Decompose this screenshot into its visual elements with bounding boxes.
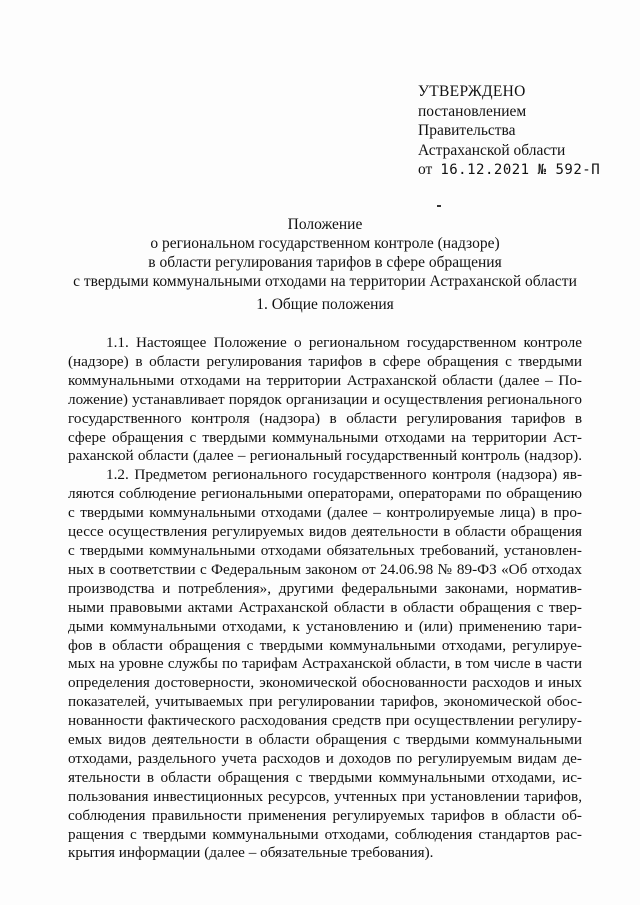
paragraph-line: мых на уровне службы по тарифам Астраханской области, в том числе в части — [68, 655, 582, 673]
paragraph-line: ных в соответствии с Федеральным законом от 24.06.98 № 89-ФЗ «Об отходах — [68, 560, 582, 578]
paragraph-line: (надзоре) в области регулирования тарифов в сфере обращения с твердыми — [68, 352, 582, 370]
paragraph-line: показателей, учитываемых при регулировании тарифов, экономической обос- — [68, 693, 582, 711]
paragraph-line: 1.1. Настоящее Положение о региональном государственном контроле — [106, 334, 582, 351]
paragraph-1-1 — [68, 334, 582, 466]
paragraph-line: ращения с твердыми коммунальными отходами, соблюдения стандартов рас- — [68, 825, 582, 843]
approval-date-row — [418, 160, 628, 181]
paragraph-line: с твердыми коммунальными отходами обязательных требований, установлен- — [68, 541, 582, 559]
approval-line-1: постановлением — [418, 102, 527, 120]
paragraph-line: дыми коммунальными отходами, к установлению и (или) применению тари- — [68, 617, 582, 635]
approval-date-prefix: от — [418, 161, 433, 178]
approval-title: УТВЕРЖДЕНО — [418, 83, 526, 100]
paragraph-line: 1.2. Предметом регионального государственного контроля (надзора) яв- — [106, 466, 582, 484]
section-heading: 1. Общие положения — [256, 296, 394, 313]
document-title-line-3: в области регулирования тарифов в сфере обращения — [148, 254, 502, 271]
paragraph-1-2 — [68, 466, 582, 863]
approval-date: 16.12.2021 — [440, 162, 530, 178]
paragraph-line: сфере обращения с твердыми коммунальными отходами на территории Аст- — [68, 428, 582, 446]
paragraph-line: соблюдения правильности применения регулируемых тарифов в области об- — [68, 806, 582, 824]
paragraph-line: ятельности в области обращения с твердыми коммунальными отходами, ис- — [68, 768, 582, 786]
paragraph-line: пользования инвестиционных ресурсов, учтенных при установлении тарифов, — [68, 787, 582, 805]
paragraph-line: ложение) устанавливает порядок организации и осуществления регионального — [68, 390, 582, 408]
approval-line-2: Правительства — [418, 122, 516, 139]
paragraph-line: определения достоверности, экономической обоснованности расходов и иных — [68, 674, 582, 692]
paragraph-line: нованности фактического расходования средств при осуществлении регулиру- — [68, 712, 582, 730]
paragraph-line: производства и потребления», другими федеральными законами, норматив- — [68, 579, 582, 597]
paragraph-line: коммунальными отходами на территории Астраханской области (далее – По- — [68, 371, 582, 389]
paragraph-line: ными правовыми актами Астраханской области в области обращения с твер- — [68, 598, 582, 616]
approval-block — [418, 82, 628, 181]
document-title-line-4: с твердыми коммунальными отходами на территории Астраханской области — [73, 273, 577, 290]
approval-number: № 592-П — [537, 162, 601, 178]
paragraph-line: емых видов деятельности в области обращения с твердыми коммунальными — [68, 731, 582, 749]
document-body — [68, 334, 582, 863]
document-title-line-1: Положение — [287, 216, 363, 233]
paragraph-line: фов в области обращения с твердыми коммунальными отходами, регулируе- — [68, 636, 582, 654]
paragraph-line: отходами, раздельного учета расходов и доходов по регулируемым видам де- — [68, 749, 582, 767]
paragraph-line: цессе осуществления регулируемых видов деятельности в области обращения — [68, 523, 582, 541]
scan-dot-mark — [437, 205, 441, 207]
paragraph-line: с твердыми коммунальными отходами (далее – контролируемые лица) в про- — [68, 504, 582, 522]
approval-line-3: Астраханской области — [418, 141, 566, 159]
document-title-line-2: о региональном государственном контроле (надзоре) — [150, 235, 500, 252]
paragraph-line: крытия информации (далее – обязательные требования). — [68, 844, 434, 862]
paragraph-line: раханской области (далее – региональный государственный контроль (надзор). — [68, 447, 582, 465]
document-title — [40, 215, 610, 291]
paragraph-line: государственного контроля (надзора) в области регулирования тарифов в — [68, 409, 582, 427]
paragraph-line: ляются соблюдение региональными операторами, операторами по обращению — [68, 485, 582, 503]
